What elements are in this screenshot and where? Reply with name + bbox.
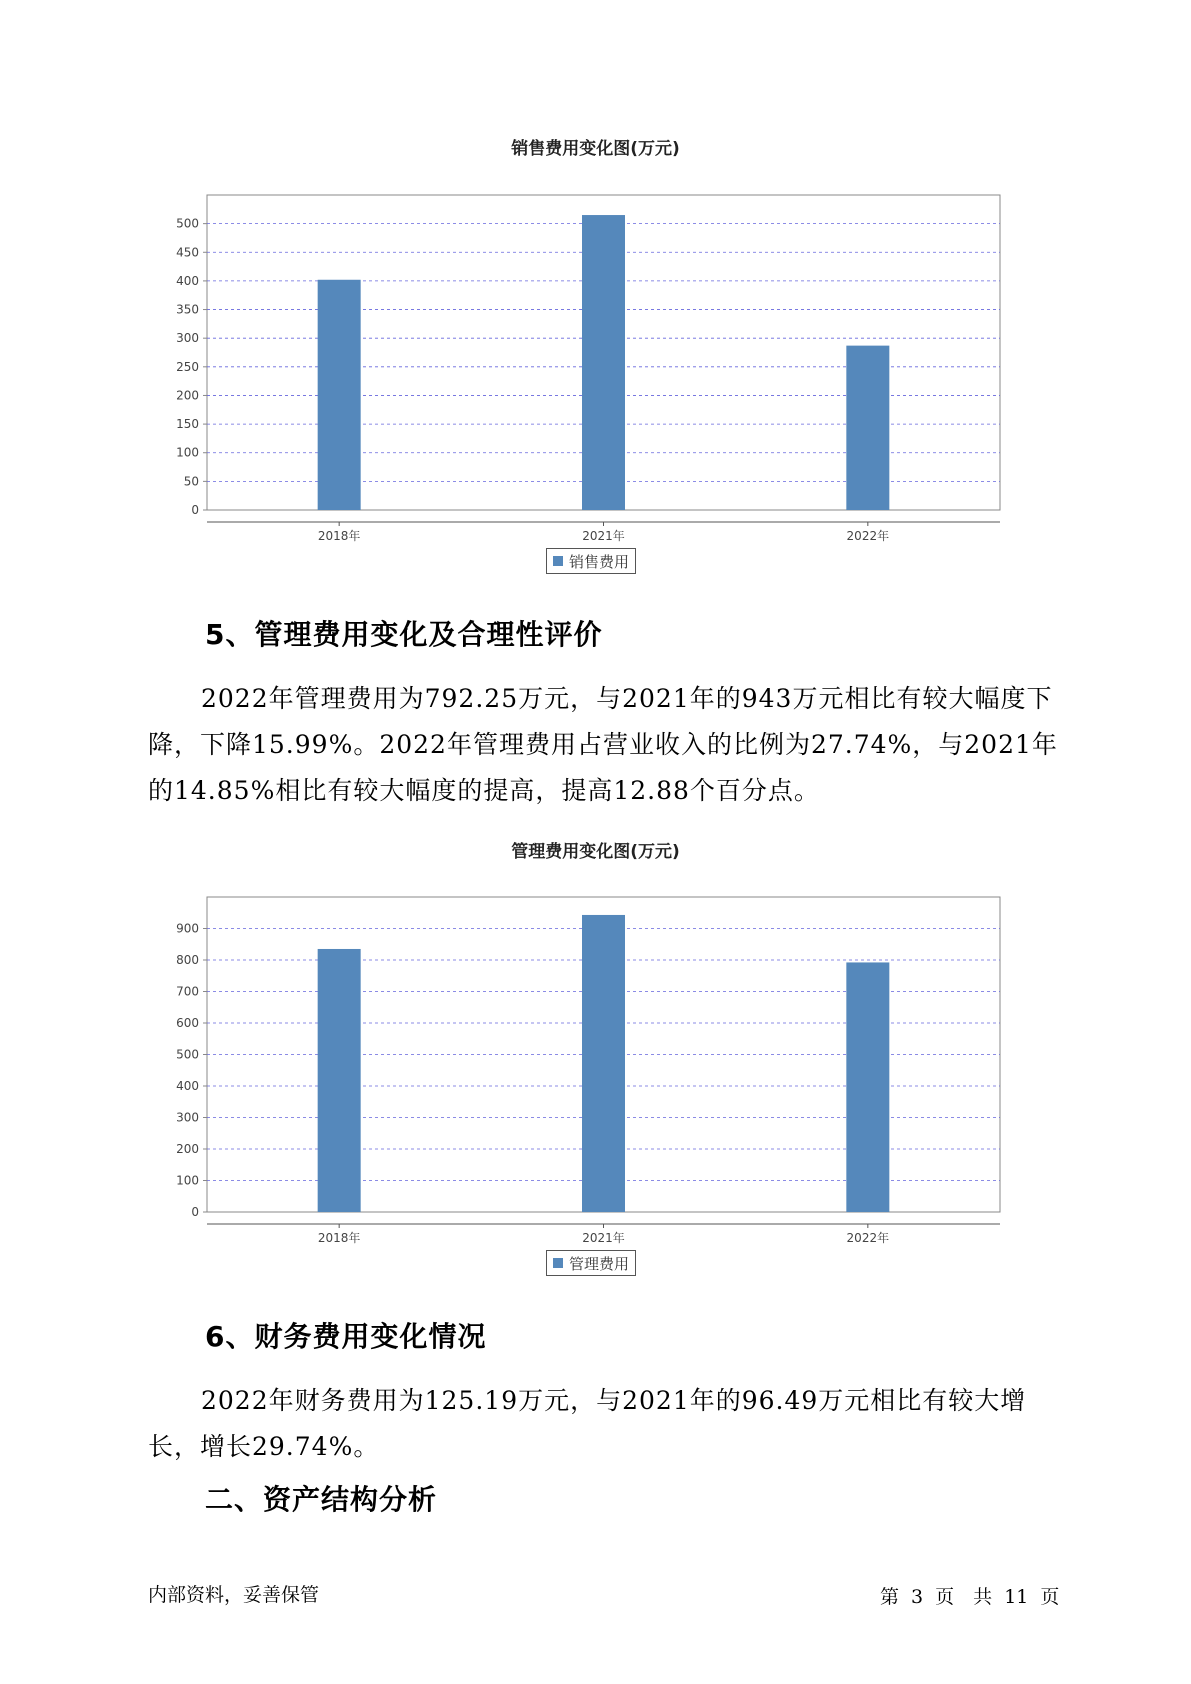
footer-page-number: 第 3 页 共 11 页 <box>880 1586 1060 1608</box>
y-tick-label: 100 <box>176 445 199 460</box>
y-tick-label: 100 <box>176 1173 199 1188</box>
x-tick-label: 2022年 <box>846 529 890 543</box>
y-tick-label: 700 <box>176 984 199 999</box>
y-tick-label: 500 <box>176 1047 199 1062</box>
bar <box>846 962 889 1212</box>
y-tick-label: 50 <box>183 474 199 489</box>
y-tick-label: 400 <box>176 1079 199 1093</box>
y-tick-label: 0 <box>191 1205 199 1219</box>
bar <box>318 280 361 510</box>
y-tick-label: 0 <box>191 503 199 517</box>
paragraph-mgmt: 2022年管理费用为792.25万元，与2021年的943万元相比有较大幅度下降，下降15.99%。2022年管理费用占营业收入的比例为27.74%，与2021年的14.85%相比有较大幅度的提高，提高12.88个百分点。 <box>148 684 1058 805</box>
x-tick-label: 2021年 <box>582 529 625 543</box>
section-heading-mgmt: 5、管理费用变化及合理性评价 <box>205 618 603 651</box>
legend-label: 管理费用 <box>569 1254 630 1273</box>
x-tick-label: 2021年 <box>582 1231 625 1245</box>
y-tick-label: 300 <box>176 331 199 346</box>
section-heading-finance: 6、财务费用变化情况 <box>205 1320 487 1353</box>
y-tick-label: 350 <box>176 302 199 317</box>
x-tick-label: 2022年 <box>846 1231 890 1245</box>
sales-expense-chart <box>0 170 1191 550</box>
admin-expense-chart <box>0 872 1191 1252</box>
x-tick-label: 2018年 <box>317 1231 361 1245</box>
y-tick-label: 600 <box>176 1016 199 1030</box>
x-tick-label: 2018年 <box>317 529 361 543</box>
y-tick-label: 200 <box>176 388 199 403</box>
y-tick-label: 450 <box>176 245 199 260</box>
y-tick-label: 800 <box>176 953 199 967</box>
chart-title-sales: 销售费用变化图(万元) <box>511 139 680 159</box>
bar <box>582 215 625 510</box>
paragraph-finance: 2022年财务费用为125.19万元，与2021年的96.49万元相比有较大增长，增长29.74%。 <box>148 1386 1027 1461</box>
bar <box>846 346 889 510</box>
chart-legend-mgmt <box>546 1250 636 1276</box>
bar <box>318 949 361 1212</box>
legend-swatch <box>553 1258 563 1268</box>
y-tick-label: 200 <box>176 1142 199 1156</box>
legend-swatch <box>553 556 563 566</box>
y-tick-label: 300 <box>176 1110 199 1125</box>
legend-label: 销售费用 <box>569 552 630 571</box>
y-tick-label: 250 <box>176 359 199 374</box>
chart-legend-sales <box>546 548 636 574</box>
bar <box>582 915 625 1212</box>
footer-confidential: 内部资料，妥善保管 <box>148 1584 320 1606</box>
chart-title-mgmt: 管理费用变化图(万元) <box>511 842 680 862</box>
section-heading-asset: 二、资产结构分析 <box>205 1483 438 1516</box>
y-tick-label: 150 <box>176 417 199 432</box>
y-tick-label: 500 <box>176 216 199 231</box>
y-tick-label: 900 <box>176 921 199 936</box>
y-tick-label: 400 <box>176 273 199 288</box>
